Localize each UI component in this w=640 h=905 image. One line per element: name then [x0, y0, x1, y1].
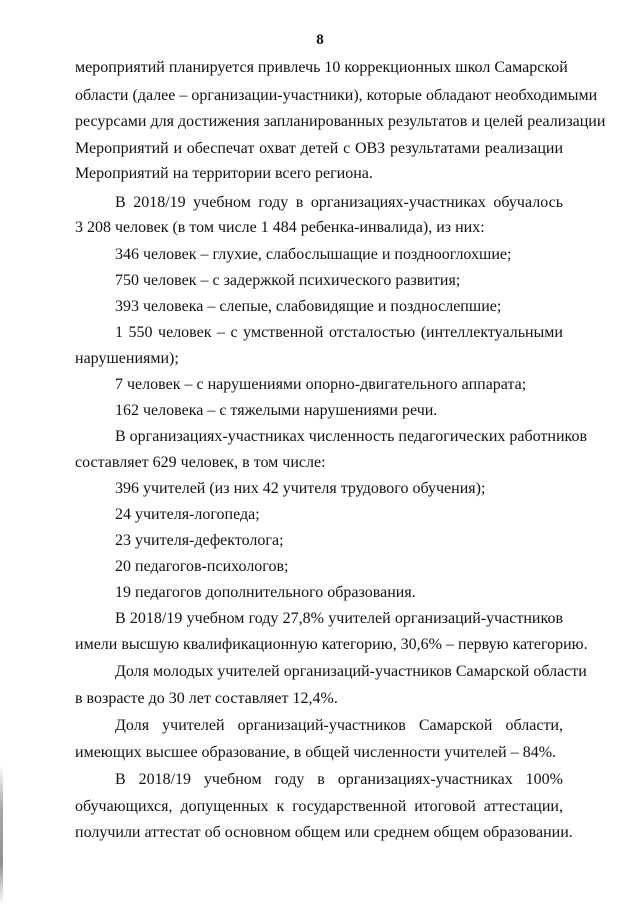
- text-line: Доля молодых учителей организаций-участников Самарской области: [115, 663, 587, 680]
- text-line: ресурсами для достижения запланированных результатов и целей реализации: [75, 113, 606, 130]
- list-item: 162 человека – с тяжелыми нарушениями речи.: [115, 402, 438, 419]
- page-number: 8: [316, 32, 324, 48]
- text-line: Мероприятий и обеспечат охват детей с ОВЗ результатами реализации: [75, 140, 563, 157]
- text-line: обучающихся, допущенных к государственной итоговой аттестации,: [75, 798, 563, 815]
- list-item: 7 человек – с нарушениями опорно-двигательного аппарата;: [115, 376, 527, 393]
- text-line: Доля учителей организаций-участников Самарской области,: [115, 717, 563, 734]
- text-line: имели высшую квалификационную категорию, 30,6% – первую категорию.: [75, 636, 588, 653]
- text-line: В организациях-участниках численность педагогических работников: [115, 428, 588, 445]
- text-line: В 2018/19 учебном году 27,8% учителей организаций-участников: [115, 610, 563, 627]
- list-item: 393 человека – слепые, слабовидящие и позднослепшие;: [115, 298, 502, 315]
- text-line: нарушениями);: [75, 350, 179, 367]
- text-line: В 2018/19 учебном году в организациях-участниках обучалось: [115, 194, 563, 211]
- list-item: 346 человек – глухие, слабослышащие и позднооглохшие;: [115, 246, 512, 263]
- text-line: в возрасте до 30 лет составляет 12,4%.: [75, 690, 338, 707]
- text-line: области (далее – организации-участники), которые обладают необходимыми: [75, 87, 598, 104]
- text-line: составляет 629 человек, в том числе:: [75, 454, 326, 471]
- list-item: 19 педагогов дополнительного образования.: [115, 584, 416, 601]
- list-item: 20 педагогов-психологов;: [115, 558, 289, 575]
- scan-edge-shadow: [0, 765, 3, 905]
- text-line: получили аттестат об основном общем или среднем общем образовании.: [75, 824, 573, 841]
- text-line: имеющих высшее образование, в общей численности учителей – 84%.: [75, 744, 557, 761]
- list-item: 750 человек – с задержкой психического развития;: [115, 272, 461, 289]
- text-line: 3 208 человек (в том числе 1 484 ребенка-инвалида), из них:: [75, 219, 485, 236]
- list-item: 396 учителей (из них 42 учителя трудового обучения);: [115, 480, 486, 497]
- list-item: 1 550 человек – с умственной отсталостью (интеллектуальными: [115, 324, 563, 341]
- list-item: 24 учителя-логопеда;: [115, 506, 260, 523]
- text-line: В 2018/19 учебном году в организациях-участниках 100%: [115, 771, 563, 788]
- text-line: Мероприятий на территории всего региона.: [75, 165, 373, 182]
- text-line: мероприятий планируется привлечь 10 коррекционных школ Самарской: [75, 59, 568, 76]
- list-item: 23 учителя-дефектолога;: [115, 532, 284, 549]
